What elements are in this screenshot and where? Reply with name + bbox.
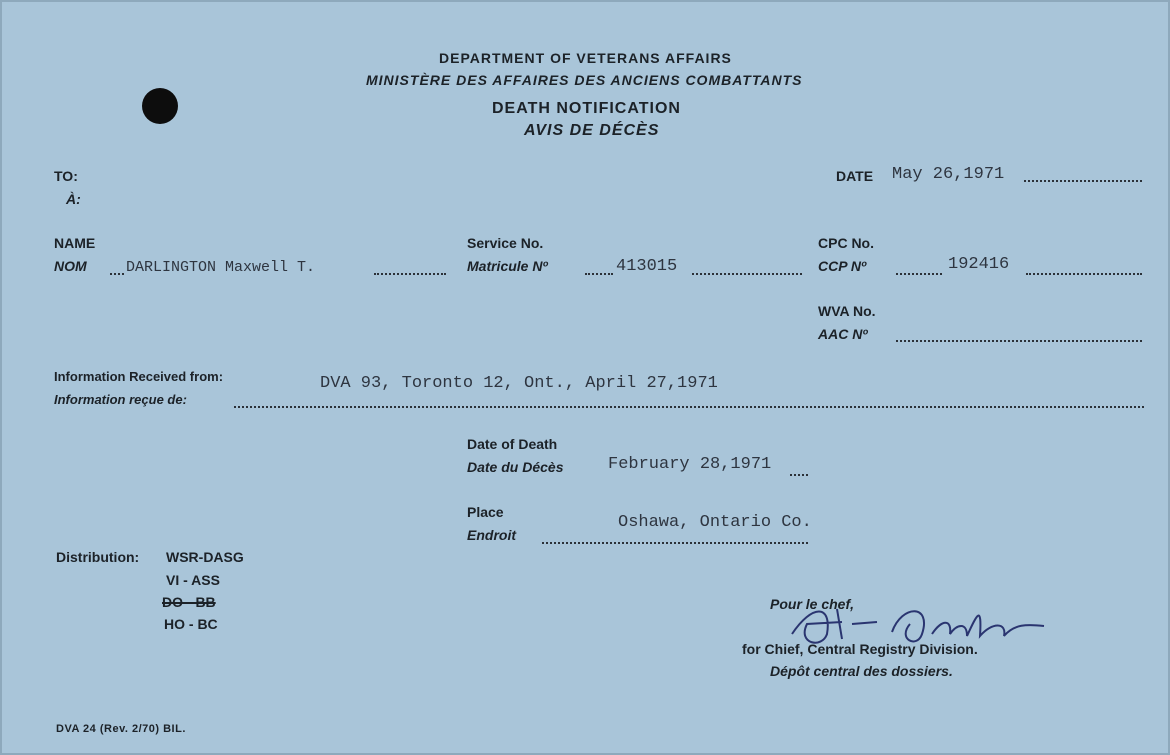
distribution-item: HO - BC	[164, 616, 218, 632]
signature-line-en: for Chief, Central Registry Division.	[742, 641, 978, 657]
service-value: 413015	[616, 257, 678, 276]
cpc-dotted-line-right	[1026, 273, 1142, 275]
wva-dotted-line	[896, 340, 1142, 342]
distribution-item-struck: DO - BB	[162, 594, 216, 610]
cpc-value: 192416	[948, 255, 1010, 274]
cpc-dotted-line-left	[896, 273, 942, 275]
death-date-dotted-line	[790, 474, 808, 476]
place-dotted-line	[542, 542, 808, 544]
distribution-label: Distribution:	[56, 549, 140, 565]
distribution-item: WSR-DASG	[166, 549, 244, 565]
cpc-label-fr: CCP Nº	[818, 258, 867, 274]
form-id: DVA 24 (Rev. 2/70) BIL.	[56, 723, 186, 735]
service-dotted-line-right	[692, 273, 802, 275]
form-title-fr: AVIS DE DÉCÈS	[524, 122, 660, 139]
to-label-en: TO:	[54, 168, 78, 184]
info-value: DVA 93, Toronto 12, Ont., April 27,1971	[320, 374, 718, 393]
dept-title-en: DEPARTMENT OF VETERANS AFFAIRS	[439, 50, 732, 66]
signature-line-fr: Dépôt central des dossiers.	[770, 663, 953, 679]
name-dotted-line-left	[110, 273, 124, 275]
death-date-value: February 28,1971	[608, 455, 772, 474]
date-label: DATE	[836, 168, 874, 184]
wva-label-fr: AAC Nº	[818, 326, 868, 342]
wva-label-en: WVA No.	[818, 303, 876, 319]
distribution-item: VI - ASS	[166, 572, 220, 588]
service-dotted-line-left	[585, 273, 613, 275]
cpc-label-en: CPC No.	[818, 235, 874, 251]
name-value: DARLINGTON Maxwell T.	[126, 259, 316, 276]
service-label-fr: Matricule Nº	[467, 258, 548, 274]
info-dotted-line	[234, 406, 1144, 408]
name-label-en: NAME	[54, 235, 96, 251]
info-label-fr: Information reçue de:	[54, 392, 187, 407]
name-label-fr: NOM	[54, 258, 87, 274]
place-value: Oshawa, Ontario Co.	[618, 513, 812, 532]
place-label-fr: Endroit	[467, 527, 516, 543]
to-label-fr: À:	[66, 191, 81, 207]
form-title-en: DEATH NOTIFICATION	[492, 100, 681, 117]
dept-title-fr: MINISTÈRE DES AFFAIRES DES ANCIENS COMBATTANTS	[366, 72, 803, 88]
death-date-label-fr: Date du Décès	[467, 459, 564, 475]
place-label-en: Place	[467, 504, 504, 520]
death-date-label-en: Date of Death	[467, 436, 558, 452]
date-dotted-line	[1024, 180, 1142, 182]
info-label-en: Information Received from:	[54, 369, 224, 384]
pour-le-chef: Pour le chef,	[770, 596, 855, 612]
date-value: May 26,1971	[892, 165, 1005, 184]
service-label-en: Service No.	[467, 235, 544, 251]
name-dotted-line-right	[374, 273, 446, 275]
punch-hole	[142, 88, 178, 124]
